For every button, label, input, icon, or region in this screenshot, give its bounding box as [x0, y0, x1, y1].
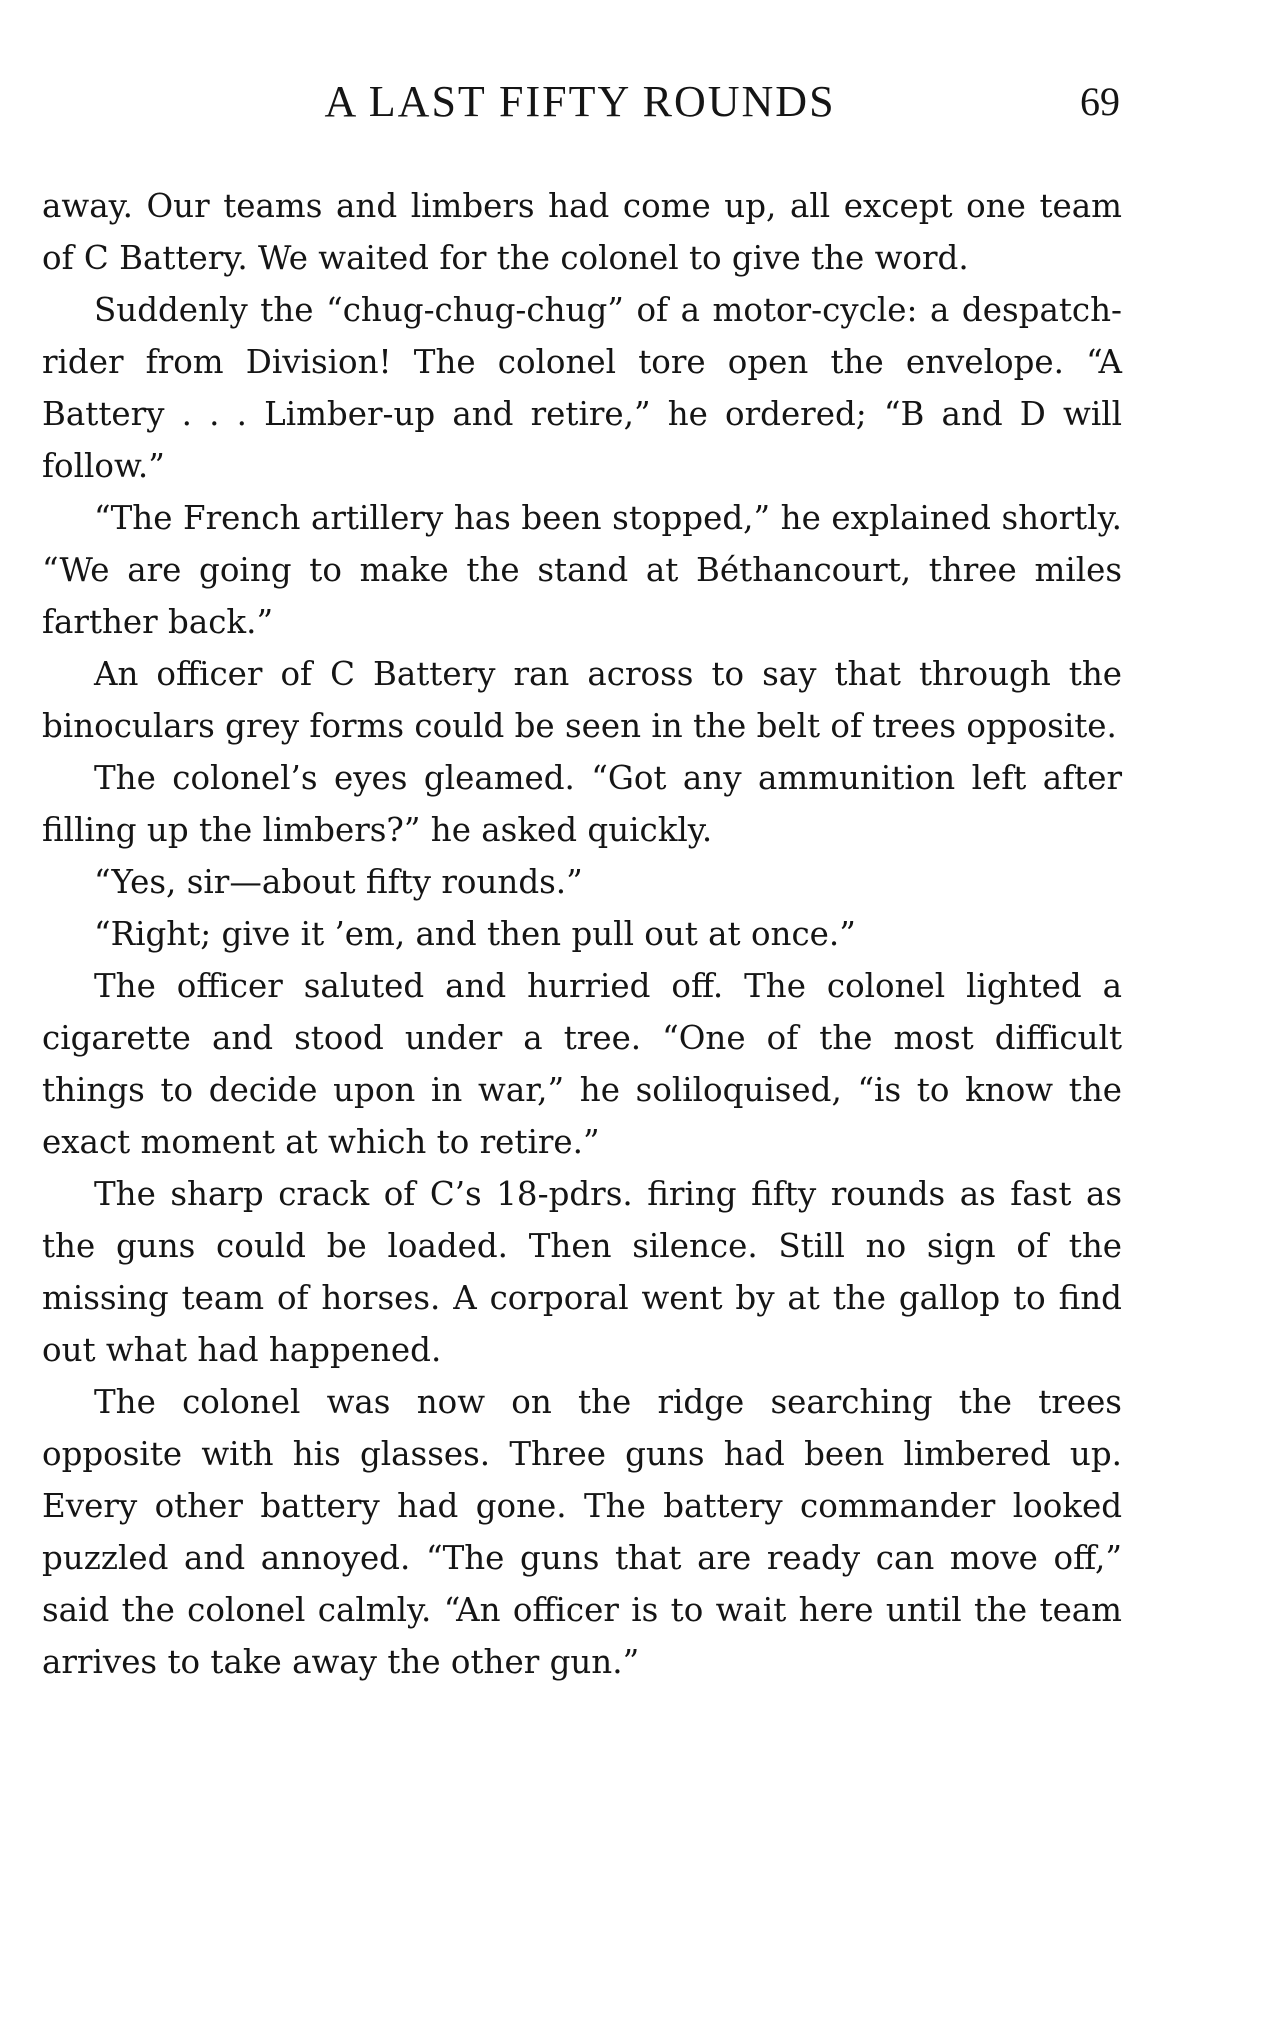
paragraph-binoculars: An officer of C Battery ran across to say that through the binoculars grey forms could be seen in the belt of trees opposite.	[42, 655, 1122, 745]
paragraph-give-it: “Right; give it ’em, and then pull out at once.”	[94, 915, 856, 953]
paragraph-sharp-crack: The sharp crack of C’s 18-pdrs. firing fifty rounds as fast as the guns could be loaded. Then silence. Still no sign of the missing team of horses. A corporal went by at the gallop to find out what had happened.	[42, 1175, 1122, 1369]
running-head	[40, 78, 1120, 126]
page-number: 69	[1080, 79, 1120, 124]
running-title: A LAST FIFTY ROUNDS	[324, 77, 836, 126]
paragraph-fifty-rounds: “Yes, sir—about fifty rounds.”	[94, 863, 583, 901]
paragraph-continued: away. Our teams and limbers had come up, all except one team of C Battery. We waited for the colonel to give the word.	[42, 187, 1122, 277]
paragraph-french-artillery: “The French artillery has been stopped,” he explained shortly. “We are going to make the stand at Béthancourt, three miles farther back.”	[42, 499, 1122, 641]
body-text	[42, 180, 1122, 1688]
paragraph-colonel-ridge: The colonel was now on the ridge searching the trees opposite with his glasses. Three guns had been limbered up. Every other battery had gone. The battery commander looked puzzled and annoyed. “The guns that are ready can move off,” said the colonel calmly. “An officer is to wait here until the team arrives to take away the other gun.”	[42, 1383, 1122, 1681]
paragraph-ammunition: The colonel’s eyes gleamed. “Got any ammunition left after filling up the limbers?” he asked quickly.	[42, 759, 1122, 849]
paragraph-officer-saluted: The officer saluted and hurried off. The colonel lighted a cigarette and stood under a tree. “One of the most difficult things to decide upon in war,” he soliloquised, “is to know the exact moment at which to retire.”	[42, 967, 1122, 1161]
paragraph-motorcycle: Suddenly the “chug-chug-chug” of a motor-cycle: a despatch-rider from Division! The colonel tore open the envelope. “A Battery . . . Limber-up and retire,” he ordered; “B and D will follow.”	[42, 291, 1122, 485]
